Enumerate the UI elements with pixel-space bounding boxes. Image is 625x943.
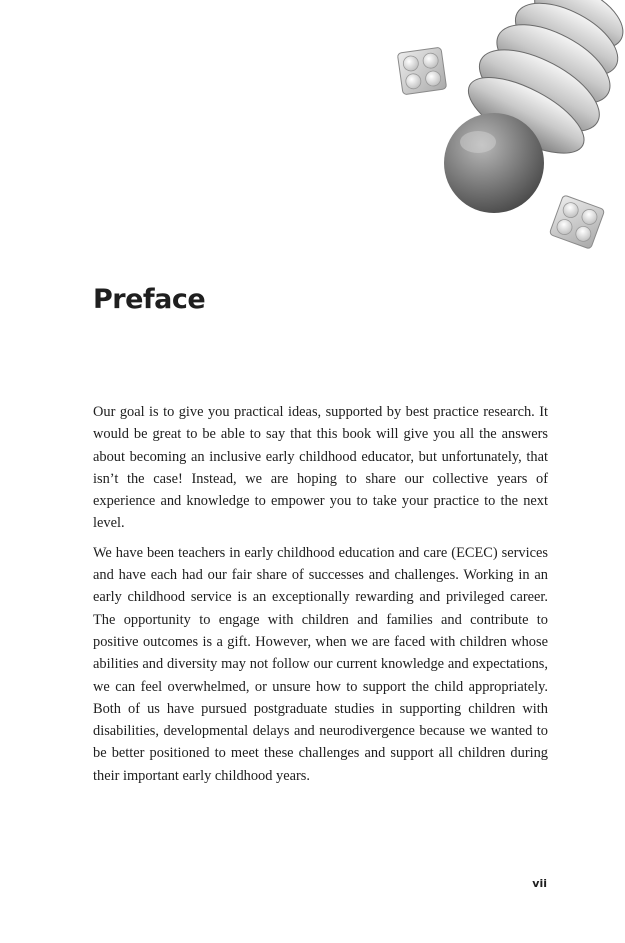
page-title: Preface bbox=[93, 284, 206, 315]
page-number: vii bbox=[532, 877, 547, 890]
stacking-rings-toy-icon bbox=[444, 0, 625, 213]
paragraph: Our goal is to give you practical ideas, supported by best practice research. It would be great to be able to say that this book will give you all the answers about becoming an inclusive early childhood educator, but unfortunately, that isn’t the case! Instead, we are hoping to share our collective years of experience and knowledge to empower you to take your practice to the next level. bbox=[93, 404, 548, 532]
toy-building-block-icon-2 bbox=[549, 195, 605, 250]
body-text bbox=[93, 401, 548, 794]
paragraph: We have been teachers in early childhood education and care (ECEC) services and have each had our fair share of successes and challenges. Working in an early childhood service is an exceptionally rewarding and privileged career. The opportunity to engage with children and families and contribute to positive outcomes is a gift. However, when we are faced with children whose abilities and diversity may not follow our current knowledge and expectations, we can feel overwhelmed, or unsure how to support the child appropriately. Both of us have pursued postgraduate studies in supporting children with disabilities, developmental delays and neurodivergence because we wanted to be better positioned to meet these challenges and support all children during their important early childhood years. bbox=[93, 544, 548, 784]
toy-illustration bbox=[0, 0, 625, 280]
toy-building-block-icon bbox=[397, 47, 446, 95]
